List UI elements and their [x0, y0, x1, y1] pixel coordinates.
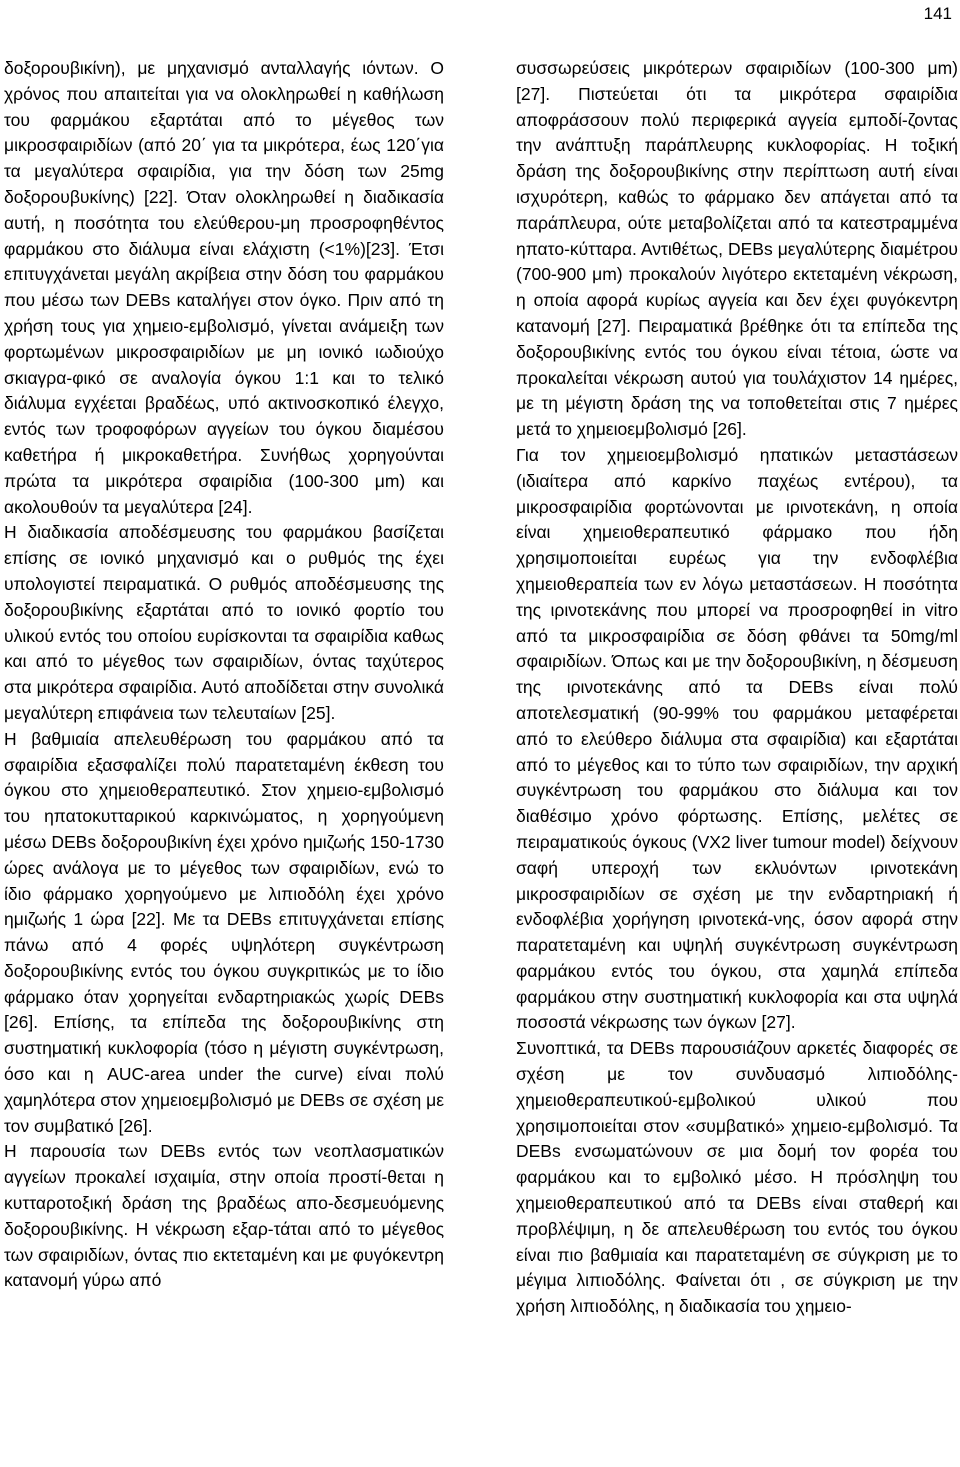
left-paragraph-1: δοξορουβικίνη), με μηχανισμό ανταλλαγής ιόντων. Ο χρόνος που απαιτείται για να ολοκληρωθεί η καθήλωση του φαρμάκου εξαρτάται από το μέγεθος των μικροσφαιριδίων (από 20΄ για τα μικρότερα, έως 120΄για τα μεγαλύτερα σφαιρίδια, για την δόση των 25mg δοξορουβυκίνης) [22]. Όταν ολοκληρωθεί η διαδικασία αυτή, η ποσότητα του ελεύθερου-μη προσροφηθέντος φαρμάκου στο διάλυμα είναι ελάχιστη (<1%)[23]. Έτσι επιτυγχάνεται μεγάλη ακρίβεια στην δόση του φαρμάκου που μέσω των DEBs καταλήγει στον όγκο. Πριν από τη χρήση τους για χημειο-εμβολισμό, γίνεται ανάμειξη των φορτωμένων μικροσφαιριδίων με μη ιονικό ιωδιούχο σκιαγρα-φικό σε αναλογία όγκου 1:1 και το τελικό διάλυμα εγχέεται βραδέως, υπό ακτινοσκοπικό έλεγχο, εντός των τροφοφόρων αγγείων του όγκου διαμέσου καθετήρα ή μικροκαθετήρα. Συνήθως χορηγούνται πρώτα τα μικρότερα σφαιρίδια (100-300 μm) και ακολουθούν τα μεγαλύτερα [24]. [4, 58, 444, 517]
left-paragraph-2: Η διαδικασία αποδέσμευσης του φαρμάκου βασίζεται επίσης σε ιονικό μηχανισμό και ο ρυθμός της έχει υπολογιστεί πειραματικά. Ο ρυθμός αποδέσμευσης της δοξορουβικίνης εξαρτάται από το ιονικό φορτίο του υλικού εντός του οποίου ευρίσκονται τα σφαιρίδια καθως και από το μέγεθος των σφαιριδίων, όντας ταχύτερος στα μικρότερα σφαιρίδια. Αυτό αποδίδεται στην συνολικά μεγαλύτερη επιφάνεια των τελευταίων [25]. [4, 522, 444, 723]
page-number: 141 [923, 4, 952, 23]
left-paragraph-3: Η βαθμιαία απελευθέρωση του φαρμάκου από τα σφαιρίδια εξασφαλίζει πολύ παρατεταμένη έκθεση του όγκου στο χημειοθεραπευτικό. Στον χημειο-εμβολισμό του ηπατοκυτταρικού καρκινώματος, η χορηγούμενη μέσω DEBs δοξορουβικίνη έχει χρόνο ημιζωής 150-1730 ώρες ανάλογα με το μέγεθος των σφαιριδίων, ενώ το ίδιο φάρμακο χορηγούμενο με λιπιοδόλη έχει χρόνο ημιζωής 1 ώρα [22]. Με τα DEBs επιτυγχάνεται επίσης πάνω από 4 φορές υψηλότερη συγκέντρωση δοξορουβικίνης εντός του όγκου συγκριτικώς με το ίδιο φάρμακο όταν χορηγείται ενδαρτηριακώς χωρίς DEBs [26]. Επίσης, τα επίπεδα της δοξορουβικίνης στη συστηματική κυκλοφορία (τόσο η μέγιστη συγκέντρωση, όσο και η AUC-area under the curve) είναι πολύ χαμηλότερα στον χημειοεμβολισμό με DEBs σε σχέση με τον συμβατικό [26]. [4, 728, 444, 1136]
left-column [4, 56, 444, 1294]
right-paragraph-3: Συνοπτικά, τα DEBs παρουσιάζουν αρκετές διαφορές σε σχέση με τον συνδυασμό λιπιοδόλης-χημειοθεραπευτικού-εμβολικού υλικού που χρησιμοποιείται στον «συμβατικό» χημειο-εμβολισμό. Τα DEBs ενσωματώνουν σε μια δομή τον φορέα του φαρμάκου και το εμβολικό μέσο. Η πρόσληψη του χημειοθεραπευτικού από τα DEBs είναι σταθερή και προβλέψιμη, η δε απελευθέρωση του εντός του όγκου είναι πιο βαθμιαία και παρατεταμένη σε σύγκριση με το μέγιμα λιπιοδόλης. Φαίνεται ότι , σε σύγκριση με την χρήση λιπιοδόλης, η διαδικασία του χημειο- [516, 1038, 958, 1317]
right-paragraph-2: Για τον χημειοεμβολισμό ηπατικών μεταστάσεων (ιδιαίτερα από καρκίνο παχέως εντέρου), τα μικροσφαιρίδια φορτώνονται με ιρινοτεκάνη, η οποία είναι χημειοθεραπευτικό φάρμακο που ήδη χρησιμοποιείται ευρέως για την ενδοφλέβια χημειοθεραπεία των εν λόγω μεταστάσεων. Η ποσότητα της ιρινοτεκάνης που μπορεί να προσροφηθεί in vitro από τα μικροσφαιρίδια σε δόση φθάνει τα 50mg/ml σφαιριδίων. Όπως και με την δοξορουβικίνη, η δέσμευση της ιρινοτεκάνης από τα DEBs είναι πολύ αποτελεσματική (90-99% του φαρμάκου μεταφέρεται από το ελεύθερο διάλυμα στα σφαιρίδια) και εξαρτάται από το μέγεθος και το τύπο των σφαιριδίων, την αρχική συγκέντρωση του φαρμάκου στο διάλυμα και τον διαθέσιμο χρόνο φόρτωσης. Επίσης, μελέτες σε πειραματικούς όγκους (VX2 liver tumour model) δείχνουν σαφή υπεροχή των εκλυόντων ιρινοτεκάνη μικροσφαιριδίων σε σχέση με την ενδαρτηριακή ή ενδοφλέβια χορήγηση ιρινοτεκά-νης, όσον αφορά στην παρατεταμένη και υψηλή συγκέντρωση συγκέντρωση φαρμάκου εντός του όγκου, στα χαμηλά επίπεδα φαρμάκου στην συστηματική κυκλοφορία και στα υψηλά ποσοστά νέκρωσης των όγκων [27]. [516, 444, 958, 1033]
right-paragraph-1: συσσωρεύσεις μικρότερων σφαιριδίων (100-300 μm) [27]. Πιστεύεται ότι τα μικρότερα σφαιρίδια αποφράσσουν πολύ περιφερικά αγγεία εμποδί-ζοντας την ανάπτυξη παράπλευρης κυκλοφορίας. Η τοξική δράση της δοξορουβικίνης στην περίπτωση αυτή είναι ισχυρότερη, καθώς το φάρμακο δεν απάγεται από τα παράπλευρα, ούτε μεταβολίζεται από τα κατεστραμμένα ηπατο-κύτταρα. Αντιθέτως, DEBs μεγαλύτερης διαμέτρου (700-900 μm) προκαλούν λιγότερο εκτεταμένη νέκρωση, η οποία αφορά κυρίως αγγεία και δεν έχει φυγόκεντρη κατανομή [27]. Πειραματικά βρέθηκε ότι τα επίπεδα της δοξορουβικίνης εντός του όγκου είναι τέτοια, ώστε να προκαλείται νέκρωση αυτού για τουλάχιστον 14 ημέρες, με τη μέγιστη δράση της να τοποθετείται στις 7 ημέρες μετά το χημειοεμβολισμό [26]. [516, 58, 958, 440]
right-column [516, 56, 958, 1320]
left-paragraph-4: Η παρουσία των DEBs εντός των νεοπλασματικών αγγείων προκαλεί ισχαιμία, στην οποία προστί-θεται η κυτταροτοξική δράση της βραδέως απο-δεσμευόμενης δοξορουβικίνης. Η νέκρωση εξαρ-τάται από το μέγεθος των σφαιριδίων, όντας πιο εκτεταμένη και με φυγόκεντρη κατανομή γύρω από [4, 1141, 444, 1291]
